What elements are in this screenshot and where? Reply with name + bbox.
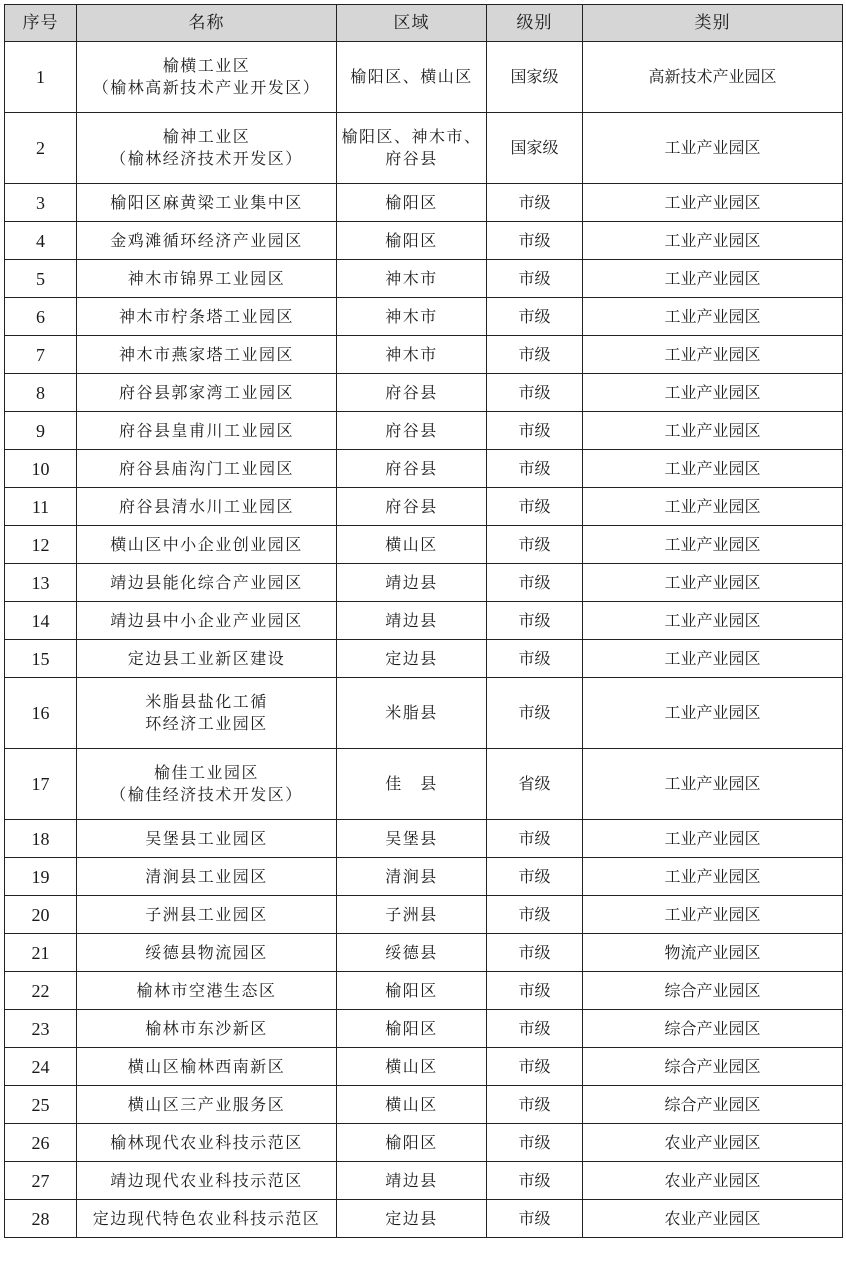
cell-name: [77, 113, 337, 184]
cell-level: 市级: [487, 1200, 583, 1238]
cell-level: 市级: [487, 450, 583, 488]
cell-level: 市级: [487, 678, 583, 749]
cell-level: 市级: [487, 858, 583, 896]
table-body: [5, 42, 843, 1238]
cell-serial-number: 20: [5, 896, 77, 934]
cell-name: [77, 42, 337, 113]
region-line: 定边县: [385, 648, 438, 668]
cell-name: [77, 858, 337, 896]
cell-name: [77, 678, 337, 749]
table-row: [5, 678, 843, 749]
region-line: 子洲县: [385, 904, 438, 924]
cell-region: [337, 1200, 487, 1238]
cell-level: 市级: [487, 972, 583, 1010]
region-line: 横山区: [385, 534, 438, 554]
cell-name: [77, 934, 337, 972]
cell-serial-number: 26: [5, 1124, 77, 1162]
cell-category: 工业产业园区: [583, 113, 843, 184]
region-line: 榆阳区: [385, 230, 438, 250]
table-row: [5, 260, 843, 298]
cell-category: 工业产业园区: [583, 412, 843, 450]
table-row: [5, 1124, 843, 1162]
park-name-line: 绥德县物流园区: [145, 942, 268, 962]
cell-name: [77, 374, 337, 412]
cell-region: [337, 1086, 487, 1124]
cell-level: 市级: [487, 374, 583, 412]
cell-region: [337, 526, 487, 564]
cell-level: 市级: [487, 564, 583, 602]
cell-level: 市级: [487, 1086, 583, 1124]
table-row: [5, 374, 843, 412]
park-name-line: （榆林高新技术产业开发区）: [92, 78, 321, 97]
cell-serial-number: 22: [5, 972, 77, 1010]
table-row: [5, 113, 843, 184]
industrial-park-table: [4, 4, 843, 1238]
region-line: 佳 县: [385, 774, 438, 793]
park-name-line: 靖边县能化综合产业园区: [110, 572, 303, 592]
park-name-line: 横山区中小企业创业园区: [110, 534, 303, 554]
region-line: 榆阳区: [385, 1018, 438, 1038]
cell-region: [337, 749, 487, 820]
region-line: 榆阳区、横山区: [350, 67, 473, 86]
cell-level: 市级: [487, 298, 583, 336]
park-name-line: 米脂县盐化工循: [145, 692, 268, 711]
cell-serial-number: 12: [5, 526, 77, 564]
cell-level: 市级: [487, 488, 583, 526]
cell-name: [77, 526, 337, 564]
table-row: [5, 1162, 843, 1200]
cell-category: 农业产业园区: [583, 1200, 843, 1238]
table-row: [5, 336, 843, 374]
region-line: 米脂县: [385, 703, 438, 722]
table-row: [5, 298, 843, 336]
table-row: [5, 488, 843, 526]
cell-name: [77, 820, 337, 858]
cell-region: [337, 602, 487, 640]
region-line: 府谷县: [385, 420, 438, 440]
region-line: 府谷县: [385, 496, 438, 516]
table-row: [5, 820, 843, 858]
cell-name: [77, 1048, 337, 1086]
region-line: 榆阳区: [385, 192, 438, 212]
park-name-line: 靖边现代农业科技示范区: [110, 1170, 303, 1190]
table-row: [5, 1086, 843, 1124]
table-row: [5, 972, 843, 1010]
park-name-line: 府谷县郭家湾工业园区: [118, 382, 294, 402]
park-name-line: 靖边县中小企业产业园区: [110, 610, 303, 630]
cell-region: [337, 1162, 487, 1200]
cell-serial-number: 28: [5, 1200, 77, 1238]
cell-name: [77, 298, 337, 336]
park-name-line: （榆林经济技术开发区）: [110, 149, 303, 168]
cell-category: 工业产业园区: [583, 488, 843, 526]
header-row: [5, 5, 843, 42]
cell-level: 市级: [487, 1010, 583, 1048]
park-name-line: 榆林现代农业科技示范区: [110, 1132, 303, 1152]
cell-region: [337, 972, 487, 1010]
cell-serial-number: 13: [5, 564, 77, 602]
cell-region: [337, 678, 487, 749]
park-name-line: 吴堡县工业园区: [145, 828, 268, 848]
park-name-line: 子洲县工业园区: [145, 904, 268, 924]
region-line: 神木市: [385, 306, 438, 326]
cell-category: 工业产业园区: [583, 298, 843, 336]
cell-name: [77, 488, 337, 526]
park-name-line: 横山区三产业服务区: [127, 1094, 286, 1114]
cell-region: [337, 374, 487, 412]
cell-serial-number: 24: [5, 1048, 77, 1086]
table-row: [5, 42, 843, 113]
cell-serial-number: 16: [5, 678, 77, 749]
park-name-line: 府谷县清水川工业园区: [118, 496, 294, 516]
cell-name: [77, 896, 337, 934]
cell-level: 市级: [487, 526, 583, 564]
region-line: 绥德县: [385, 942, 438, 962]
cell-region: [337, 298, 487, 336]
cell-category: 高新技术产业园区: [583, 42, 843, 113]
cell-level: 市级: [487, 934, 583, 972]
cell-serial-number: 1: [5, 42, 77, 113]
region-line: 横山区: [385, 1094, 438, 1114]
cell-serial-number: 10: [5, 450, 77, 488]
park-name-line: 清涧县工业园区: [145, 866, 268, 886]
park-name-line: 神木市锦界工业园区: [127, 268, 286, 288]
cell-region: [337, 640, 487, 678]
region-line: 清涧县: [385, 866, 438, 886]
cell-region: [337, 260, 487, 298]
cell-name: [77, 564, 337, 602]
region-line: 榆阳区: [385, 1132, 438, 1152]
cell-category: 工业产业园区: [583, 896, 843, 934]
cell-name: [77, 1162, 337, 1200]
cell-level: 国家级: [487, 42, 583, 113]
park-name-line: 定边县工业新区建设: [127, 648, 286, 668]
cell-name: [77, 412, 337, 450]
cell-serial-number: 18: [5, 820, 77, 858]
table-row: [5, 1048, 843, 1086]
cell-serial-number: 2: [5, 113, 77, 184]
cell-name: [77, 336, 337, 374]
region-line: 靖边县: [385, 1170, 438, 1190]
cell-level: 市级: [487, 602, 583, 640]
cell-category: 工业产业园区: [583, 640, 843, 678]
cell-region: [337, 1048, 487, 1086]
cell-region: [337, 113, 487, 184]
table-row: [5, 602, 843, 640]
park-name-line: 金鸡滩循环经济产业园区: [110, 230, 303, 250]
cell-serial-number: 7: [5, 336, 77, 374]
cell-region: [337, 184, 487, 222]
cell-level: 市级: [487, 1124, 583, 1162]
cell-category: 农业产业园区: [583, 1124, 843, 1162]
cell-name: [77, 1200, 337, 1238]
header-level: 级别: [487, 5, 583, 42]
cell-level: 市级: [487, 1162, 583, 1200]
cell-serial-number: 17: [5, 749, 77, 820]
region-line: 榆阳区: [385, 980, 438, 1000]
cell-category: 综合产业园区: [583, 972, 843, 1010]
cell-category: 工业产业园区: [583, 526, 843, 564]
table-header: [5, 5, 843, 42]
region-line: 靖边县: [385, 610, 438, 630]
cell-category: 工业产业园区: [583, 374, 843, 412]
cell-name: [77, 1086, 337, 1124]
cell-category: 工业产业园区: [583, 450, 843, 488]
park-name-line: 榆横工业区: [162, 56, 251, 75]
cell-name: [77, 450, 337, 488]
cell-level: 市级: [487, 896, 583, 934]
cell-name: [77, 749, 337, 820]
table-row: [5, 450, 843, 488]
cell-category: 工业产业园区: [583, 749, 843, 820]
region-line: 神木市: [385, 268, 438, 288]
cell-category: 农业产业园区: [583, 1162, 843, 1200]
cell-category: 工业产业园区: [583, 858, 843, 896]
cell-name: [77, 184, 337, 222]
table-row: [5, 1010, 843, 1048]
region-line: 神木市: [385, 344, 438, 364]
park-name-line: 榆佳工业园区: [153, 763, 259, 782]
table-row: [5, 184, 843, 222]
cell-serial-number: 3: [5, 184, 77, 222]
cell-category: 物流产业园区: [583, 934, 843, 972]
cell-serial-number: 5: [5, 260, 77, 298]
cell-region: [337, 336, 487, 374]
park-name-line: 横山区榆林西南新区: [127, 1056, 286, 1076]
cell-name: [77, 260, 337, 298]
cell-level: 市级: [487, 222, 583, 260]
region-line: 靖边县: [385, 572, 438, 592]
cell-region: [337, 896, 487, 934]
cell-name: [77, 1124, 337, 1162]
park-name-line: 神木市燕家塔工业园区: [118, 344, 294, 364]
cell-serial-number: 11: [5, 488, 77, 526]
cell-region: [337, 222, 487, 260]
cell-serial-number: 23: [5, 1010, 77, 1048]
cell-level: 国家级: [487, 113, 583, 184]
table-row: [5, 526, 843, 564]
cell-region: [337, 412, 487, 450]
cell-name: [77, 972, 337, 1010]
cell-category: 工业产业园区: [583, 820, 843, 858]
table-row: [5, 412, 843, 450]
cell-region: [337, 450, 487, 488]
region-line: 府谷县: [385, 149, 438, 168]
cell-region: [337, 42, 487, 113]
cell-category: 综合产业园区: [583, 1010, 843, 1048]
cell-category: 综合产业园区: [583, 1086, 843, 1124]
cell-level: 市级: [487, 640, 583, 678]
park-name-line: 神木市柠条塔工业园区: [118, 306, 294, 326]
cell-region: [337, 488, 487, 526]
cell-category: 工业产业园区: [583, 222, 843, 260]
table-row: [5, 896, 843, 934]
cell-name: [77, 222, 337, 260]
cell-category: 工业产业园区: [583, 336, 843, 374]
cell-serial-number: 19: [5, 858, 77, 896]
table-row: [5, 749, 843, 820]
region-line: 定边县: [385, 1208, 438, 1228]
cell-region: [337, 934, 487, 972]
cell-name: [77, 640, 337, 678]
region-line: 府谷县: [385, 458, 438, 478]
table-row: [5, 1200, 843, 1238]
park-name-line: 环经济工业园区: [145, 714, 268, 733]
park-name-line: 定边现代特色农业科技示范区: [92, 1208, 321, 1228]
region-line: 府谷县: [385, 382, 438, 402]
cell-level: 市级: [487, 820, 583, 858]
header-serial-number: 序号: [5, 5, 77, 42]
cell-region: [337, 1124, 487, 1162]
cell-level: 市级: [487, 412, 583, 450]
cell-level: 市级: [487, 184, 583, 222]
cell-region: [337, 564, 487, 602]
cell-category: 工业产业园区: [583, 678, 843, 749]
park-name-line: （榆佳经济技术开发区）: [110, 785, 303, 804]
cell-serial-number: 25: [5, 1086, 77, 1124]
park-name-line: 府谷县皇甫川工业园区: [118, 420, 294, 440]
header-category: 类别: [583, 5, 843, 42]
cell-category: 工业产业园区: [583, 260, 843, 298]
header-region: 区域: [337, 5, 487, 42]
park-name-line: 榆神工业区: [162, 127, 251, 146]
cell-serial-number: 6: [5, 298, 77, 336]
cell-serial-number: 15: [5, 640, 77, 678]
region-line: 横山区: [385, 1056, 438, 1076]
cell-name: [77, 602, 337, 640]
cell-region: [337, 1010, 487, 1048]
park-name-line: 府谷县庙沟门工业园区: [118, 458, 294, 478]
cell-name: [77, 1010, 337, 1048]
header-name: 名称: [77, 5, 337, 42]
region-line: 吴堡县: [385, 828, 438, 848]
table-row: [5, 934, 843, 972]
cell-serial-number: 9: [5, 412, 77, 450]
cell-level: 市级: [487, 336, 583, 374]
cell-serial-number: 27: [5, 1162, 77, 1200]
park-name-line: 榆林市东沙新区: [145, 1018, 268, 1038]
park-name-line: 榆阳区麻黄梁工业集中区: [110, 192, 303, 212]
cell-region: [337, 858, 487, 896]
cell-level: 市级: [487, 260, 583, 298]
cell-category: 工业产业园区: [583, 602, 843, 640]
cell-serial-number: 14: [5, 602, 77, 640]
cell-serial-number: 4: [5, 222, 77, 260]
cell-category: 工业产业园区: [583, 184, 843, 222]
park-name-line: 榆林市空港生态区: [136, 980, 277, 1000]
cell-level: 省级: [487, 749, 583, 820]
table-row: [5, 222, 843, 260]
table-row: [5, 858, 843, 896]
region-line: 榆阳区、神木市、: [341, 127, 482, 146]
cell-serial-number: 21: [5, 934, 77, 972]
cell-category: 工业产业园区: [583, 564, 843, 602]
cell-region: [337, 820, 487, 858]
cell-category: 综合产业园区: [583, 1048, 843, 1086]
cell-level: 市级: [487, 1048, 583, 1086]
table-row: [5, 564, 843, 602]
cell-serial-number: 8: [5, 374, 77, 412]
table-row: [5, 640, 843, 678]
